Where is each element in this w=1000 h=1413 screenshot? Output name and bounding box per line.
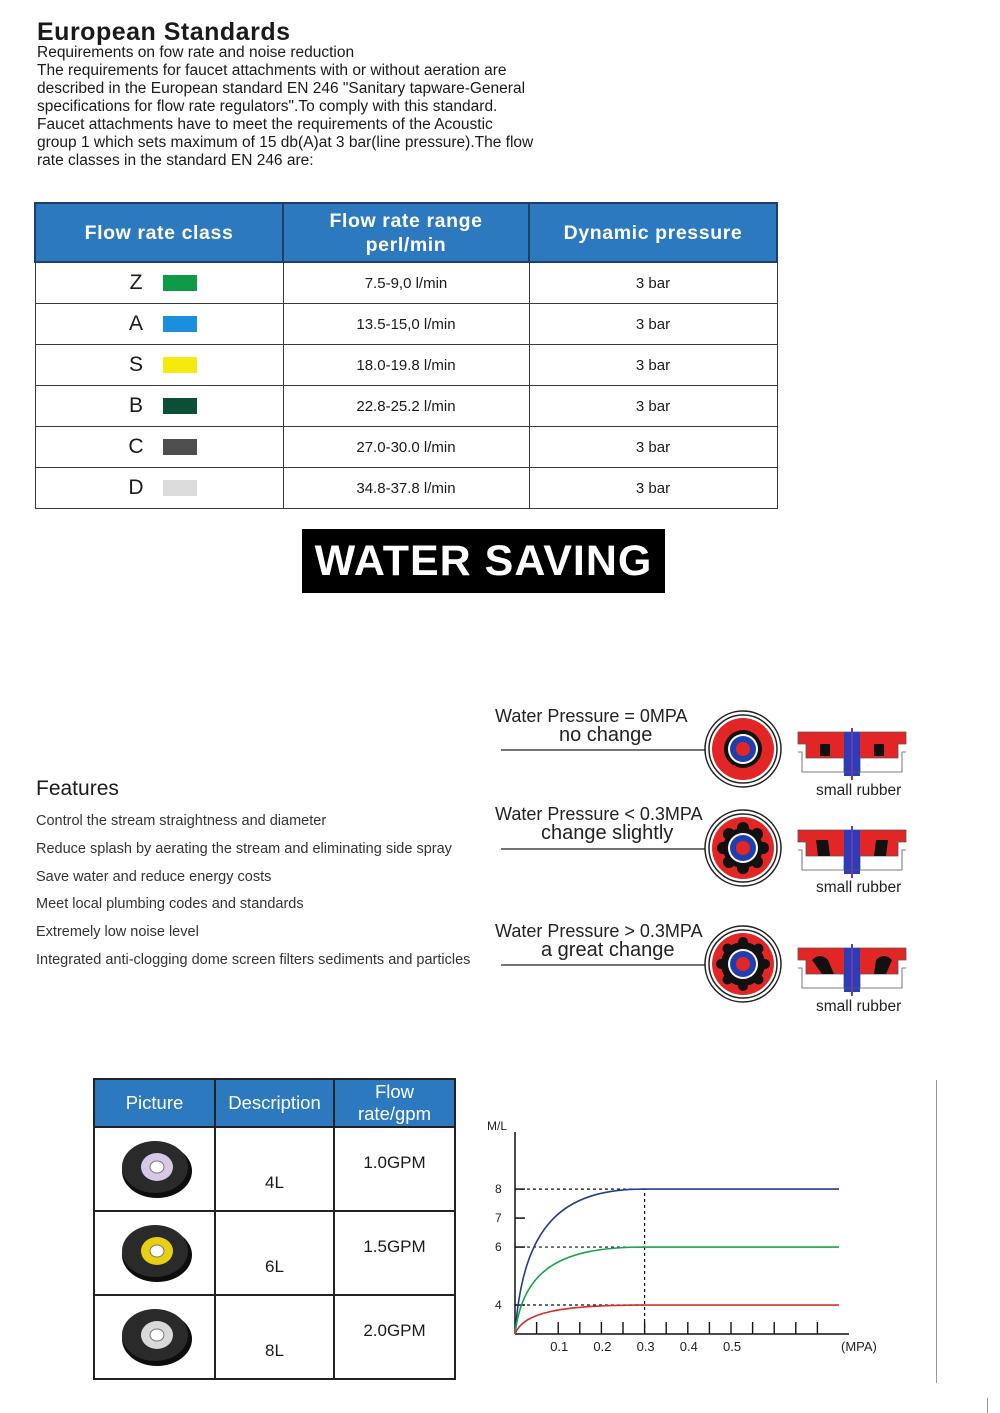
standards-description: The requirements for faucet attachments with or without aeration are described in the European standard EN 246 "Sanitary tapware-General specifications for flow rate regulators".To comply with this standard. Faucet attachments have to meet the requirements of the Acoustic group 1 which sets maximum of 15 db(A)at 3 bar(line pressure).The flow rate classes in the standard EN 246 are: xyxy=(37,62,534,169)
x-tick-label: 0.2 xyxy=(593,1339,612,1354)
feature-item: Reduce splash by aerating the stream and eliminating side spray xyxy=(36,840,452,857)
column-header-flow-rate: Flow rate/gpm xyxy=(334,1079,455,1127)
pressure-cell: 3 bar xyxy=(529,262,777,304)
table-row xyxy=(94,1211,455,1295)
rubber-label: small rubber xyxy=(816,998,902,1015)
pressure-label: Water Pressure = 0MPA xyxy=(495,706,688,726)
flow-rate-cell xyxy=(334,1127,455,1211)
pressure-change-label: change slightly xyxy=(541,822,674,844)
aerator-insert-icon xyxy=(115,1132,195,1202)
section-title: European Standards xyxy=(37,18,291,46)
class-letter: Z xyxy=(129,271,143,294)
column-header-pressure: Dynamic pressure xyxy=(529,203,777,262)
range-cell: 27.0-30.0 l/min xyxy=(283,427,529,468)
table-header-row xyxy=(35,203,777,262)
column-header-range: Flow rate range perl/min xyxy=(283,203,529,262)
pressure-label: Water Pressure < 0.3MPA xyxy=(495,804,703,824)
rubber-cross-section-icon xyxy=(798,728,906,780)
rubber-cross-section-icon xyxy=(798,944,906,996)
class-cell xyxy=(35,262,283,304)
class-color-swatch xyxy=(163,357,197,373)
feature-item: Control the stream straightness and diameter xyxy=(36,813,327,829)
y-tick-label: 7 xyxy=(495,1211,502,1226)
flow-rate-text: 1.5GPM xyxy=(363,1237,426,1256)
class-color-swatch xyxy=(163,480,197,496)
column-header-class: Flow rate class xyxy=(35,203,283,262)
flow-pressure-chart xyxy=(475,1080,905,1380)
flow-class-table xyxy=(34,202,778,509)
range-cell: 18.0-19.8 l/min xyxy=(283,345,529,386)
rubber-label: small rubber xyxy=(816,879,902,896)
y-tick-label: 6 xyxy=(495,1240,502,1255)
aerator-zero-pressure-icon xyxy=(705,711,781,787)
pressure-cell: 3 bar xyxy=(529,345,777,386)
table-row xyxy=(35,386,777,427)
class-letter: S xyxy=(128,353,143,376)
divider xyxy=(936,1080,937,1383)
feature-item: Integrated anti-clogging dome screen filters sediments and particles xyxy=(36,951,471,968)
x-axis-label: (MPA) xyxy=(841,1339,877,1354)
y-axis-label: M/L xyxy=(487,1119,508,1133)
x-tick-label: 0.3 xyxy=(636,1339,655,1354)
divider xyxy=(987,1398,988,1413)
table-row xyxy=(35,345,777,386)
water-saving-banner: WATER SAVING xyxy=(302,529,665,593)
pressure-diagrams xyxy=(495,700,915,1020)
flow-rate-cell xyxy=(334,1295,455,1379)
y-tick-label: 4 xyxy=(495,1298,502,1313)
class-color-swatch xyxy=(163,398,197,414)
series-line-green xyxy=(515,1247,839,1334)
table-header-row xyxy=(94,1079,455,1127)
table-row xyxy=(35,304,777,345)
flow-rate-text: 2.0GPM xyxy=(363,1321,426,1340)
class-letter: D xyxy=(128,476,144,499)
feature-item: Extremely low noise level xyxy=(36,924,199,941)
pressure-cell: 3 bar xyxy=(529,468,777,509)
class-letter: A xyxy=(128,312,143,335)
table-row xyxy=(35,468,777,509)
x-tick-label: 0.4 xyxy=(679,1339,698,1354)
pressure-cell: 3 bar xyxy=(529,427,777,468)
range-cell: 22.8-25.2 l/min xyxy=(283,386,529,427)
table-row xyxy=(35,427,777,468)
picture-cell xyxy=(94,1211,215,1295)
y-tick-label: 8 xyxy=(495,1182,502,1197)
aerator-high-pressure-icon xyxy=(705,926,781,1002)
features-title: Features xyxy=(36,777,119,800)
class-cell xyxy=(35,304,283,345)
class-color-swatch xyxy=(163,316,197,332)
features-list xyxy=(36,813,470,980)
description-cell xyxy=(215,1127,334,1211)
feature-item: Meet local plumbing codes and standards xyxy=(36,896,304,913)
pressure-change-label: a great change xyxy=(541,939,675,961)
class-cell xyxy=(35,345,283,386)
range-cell: 13.5-15,0 l/min xyxy=(283,304,529,345)
flow-rate-table xyxy=(93,1078,456,1380)
class-cell xyxy=(35,427,283,468)
range-cell: 7.5-9,0 l/min xyxy=(283,262,529,304)
feature-item: Save water and reduce energy costs xyxy=(36,868,272,885)
flow-rate-cell xyxy=(334,1211,455,1295)
table-row xyxy=(35,262,777,304)
table-row xyxy=(94,1295,455,1379)
class-cell xyxy=(35,386,283,427)
table-row xyxy=(94,1127,455,1211)
series-line-red xyxy=(515,1305,839,1334)
aerator-insert-icon xyxy=(115,1300,195,1370)
description-text: 4L xyxy=(265,1173,284,1192)
column-header-description: Description xyxy=(215,1079,334,1127)
column-header-picture: Picture xyxy=(94,1079,215,1127)
aerator-insert-icon xyxy=(115,1216,195,1286)
picture-cell xyxy=(94,1295,215,1379)
class-letter: C xyxy=(128,435,144,458)
class-color-swatch xyxy=(163,275,197,291)
class-cell xyxy=(35,468,283,509)
picture-cell xyxy=(94,1127,215,1211)
description-cell xyxy=(215,1211,334,1295)
x-tick-label: 0.1 xyxy=(550,1339,569,1354)
aerator-low-pressure-icon xyxy=(705,810,781,886)
rubber-cross-section-icon xyxy=(798,826,906,878)
class-letter: B xyxy=(128,394,143,417)
description-text: 6L xyxy=(265,1257,284,1276)
description-cell xyxy=(215,1295,334,1379)
rubber-label: small rubber xyxy=(816,782,902,799)
range-cell: 34.8-37.8 l/min xyxy=(283,468,529,509)
pressure-cell: 3 bar xyxy=(529,386,777,427)
series-line-blue xyxy=(515,1189,839,1334)
description-text: 8L xyxy=(265,1341,284,1360)
x-tick-label: 0.5 xyxy=(723,1339,742,1354)
section-subtitle: Requirements on fow rate and noise reduction xyxy=(37,44,355,61)
pressure-cell: 3 bar xyxy=(529,304,777,345)
class-color-swatch xyxy=(163,439,197,455)
pressure-label: Water Pressure > 0.3MPA xyxy=(495,921,703,941)
pressure-change-label: no change xyxy=(559,724,653,746)
flow-rate-text: 1.0GPM xyxy=(363,1153,426,1172)
